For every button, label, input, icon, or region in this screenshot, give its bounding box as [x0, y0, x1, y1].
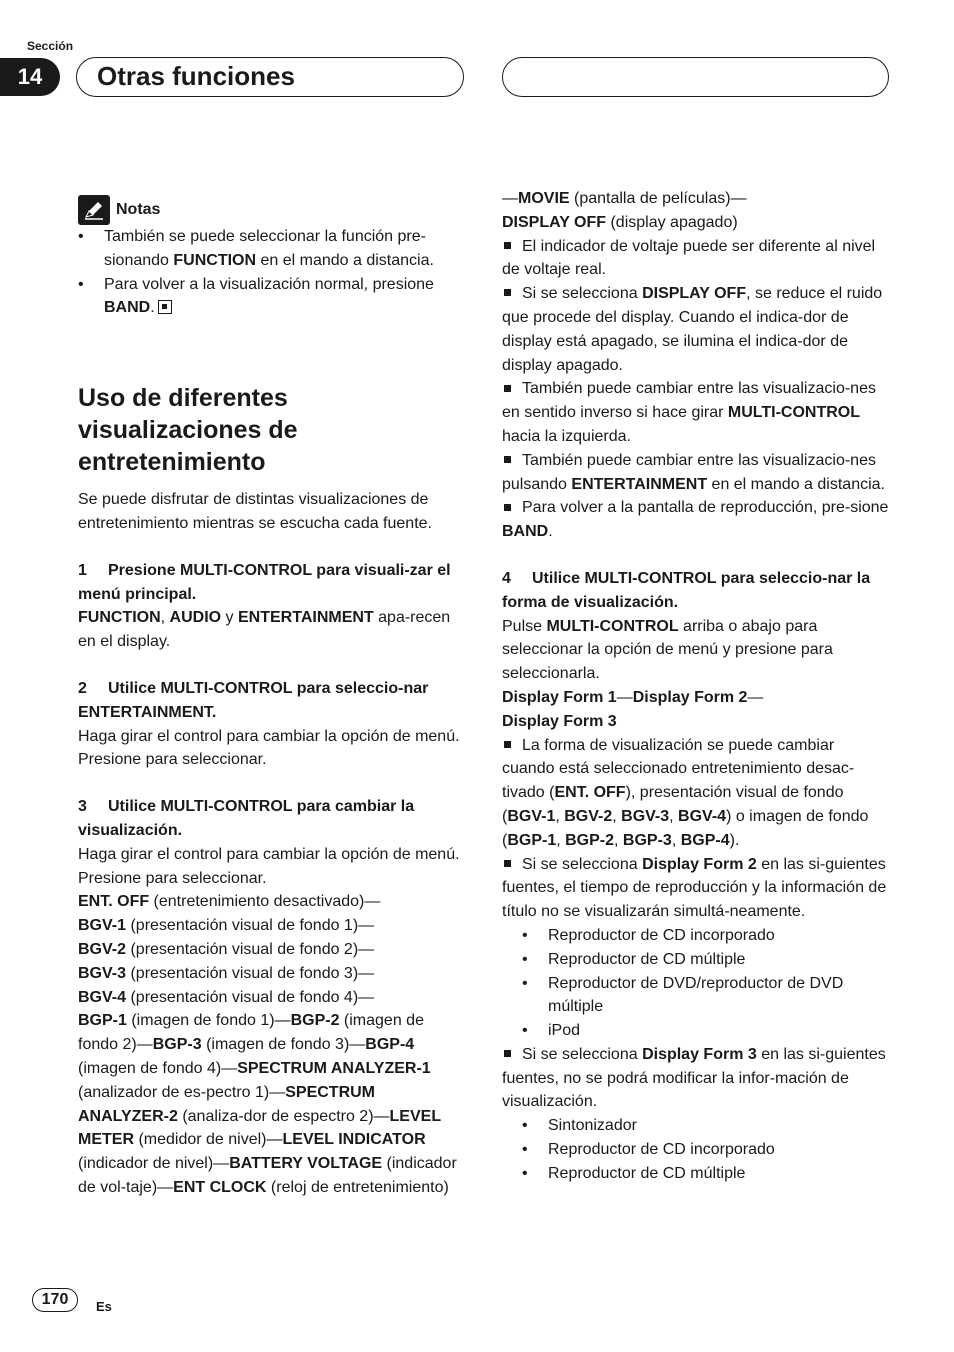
step-4-title: 4 Utilice MULTI-CONTROL para seleccio-nar la forma de visualización.	[502, 569, 871, 611]
step-3-note: Para volver a la pantalla de reproducción, pre-sione BAND.	[502, 499, 889, 541]
step-4-body: Pulse MULTI-CONTROL arriba o abajo para seleccionar la opción de menú y presione para seleccionarla.	[502, 617, 833, 683]
stop-square-icon	[158, 300, 172, 314]
section-label: Sección	[27, 39, 74, 53]
notes-header	[78, 195, 464, 225]
step-3-note: El indicador de voltaje puede ser diferente al nivel de voltaje real.	[502, 237, 876, 279]
display-options-continued: —MOVIE (pantalla de películas)— DISPLAY OFF (display apagado)	[502, 190, 747, 231]
step-4-note: La forma de visualización se puede cambiar cuando está seleccionado entretenimiento desac-tivado (ENT. OFF), presentación visual de fondo (BGV-1, BGV-2, BGV-3, BGV-4) o imagen de fondo (BGP-1, BGP-2, BGP-3, BGP-4).	[502, 736, 869, 849]
pencil-note-icon	[78, 195, 110, 225]
list-item: • Reproductor de CD múltiple	[502, 948, 890, 972]
square-bullet-icon	[504, 860, 511, 867]
step-3-title: 3 Utilice MULTI-CONTROL para cambiar la visualización.	[78, 798, 415, 839]
section-intro: Se puede disfrutar de distintas visualizaciones de entretenimiento mientras se escucha cada fuente.	[78, 491, 432, 532]
page-title: Otras funciones	[76, 57, 464, 97]
square-bullet-icon	[504, 385, 511, 392]
section-heading: Uso de diferentes visualizaciones de entretenimiento	[78, 384, 298, 477]
left-column	[78, 195, 464, 1200]
step-3-note: También puede cambiar entre las visualizacio-nes pulsando ENTERTAINMENT en el mando a distancia.	[502, 451, 885, 493]
notes-label: Notas	[116, 201, 161, 219]
display-options-list: ENT. OFF (entretenimiento desactivado)— BGV-1 (presentación visual de fondo 1)— BGV-2 (presentación visual de fondo 2)— BGV-3 (presentación visual de fondo 3)— BGV-4 (presentación visual de fondo 4)— BGP-1 (imagen de fondo 1)—BGP-2 (imagen de fondo 2)—BGP-3 (imagen de fondo 3)—BGP-4 (imagen de fondo 4)—SPECTRUM ANALYZER-1 (analizador de es-pectro 1)—SPECTRUM ANALYZER-2 (analiza-dor de espectro 2)—LEVEL METER (medidor de nivel)—LEVEL INDICATOR (indicador de nivel)—BATTERY VOLTAGE (indicador de vol-taje)—ENT CLOCK (reloj de entretenimiento)	[78, 893, 457, 1196]
square-bullet-icon	[504, 456, 511, 463]
list-item: • Reproductor de DVD/reproductor de DVD múltiple	[502, 972, 890, 1020]
square-bullet-icon	[504, 289, 511, 296]
step-2-title: 2 Utilice MULTI-CONTROL para seleccio-nar ENTERTAINMENT.	[78, 679, 429, 721]
step-4-note: Si se selecciona Display Form 2 en las si-guientes fuentes, el tiempo de reproducción y la información de título no se visualizarán simultá-neamente.	[502, 855, 887, 921]
step-2-body: Haga girar el control para cambiar la opción de menú. Presione para seleccionar.	[78, 727, 460, 769]
square-bullet-icon	[504, 1050, 511, 1057]
list-item: • iPod	[502, 1019, 890, 1043]
step-3-note: También puede cambiar entre las visualizacio-nes en sentido inverso si hace girar MULTI-CONTROL hacia la izquierda.	[502, 380, 876, 445]
note-item: • También se puede seleccionar la función pre-sionando FUNCTION en el mando a distancia.	[78, 225, 464, 273]
section-number-tab: 14	[0, 58, 60, 96]
language-code: Es	[96, 1299, 112, 1314]
right-column	[502, 187, 890, 1186]
list-item: • Reproductor de CD múltiple	[502, 1162, 890, 1186]
step-1-body: FUNCTION, AUDIO y ENTERTAINMENT apa-recen en el display.	[78, 609, 451, 651]
display-form-options: Display Form 1—Display Form 2— Display Form 3	[502, 688, 764, 730]
list-item: • Sintonizador	[502, 1114, 890, 1138]
step-3-body: Haga girar el control para cambiar la opción de menú. Presione para seleccionar.	[78, 845, 460, 887]
header-empty-box	[502, 57, 889, 97]
step-1-title: 1 Presione MULTI-CONTROL para visuali-zar el menú principal.	[78, 561, 451, 603]
note-item: • Para volver a la visualización normal, presione BAND.	[78, 273, 464, 321]
square-bullet-icon	[504, 242, 511, 249]
step-4-note: Si se selecciona Display Form 3 en las si-guientes fuentes, no se podrá modificar la infor-mación de visualización.	[502, 1045, 886, 1111]
square-bullet-icon	[504, 741, 511, 748]
step-3-note: Si se selecciona DISPLAY OFF, se reduce el ruido que procede del display. Cuando el indica-dor de display está apagado, se ilumina el indica-dor de display apagado.	[502, 285, 883, 374]
list-item: • Reproductor de CD incorporado	[502, 1138, 890, 1162]
square-bullet-icon	[504, 504, 511, 511]
page-number: 170	[32, 1288, 78, 1312]
list-item: • Reproductor de CD incorporado	[502, 924, 890, 948]
